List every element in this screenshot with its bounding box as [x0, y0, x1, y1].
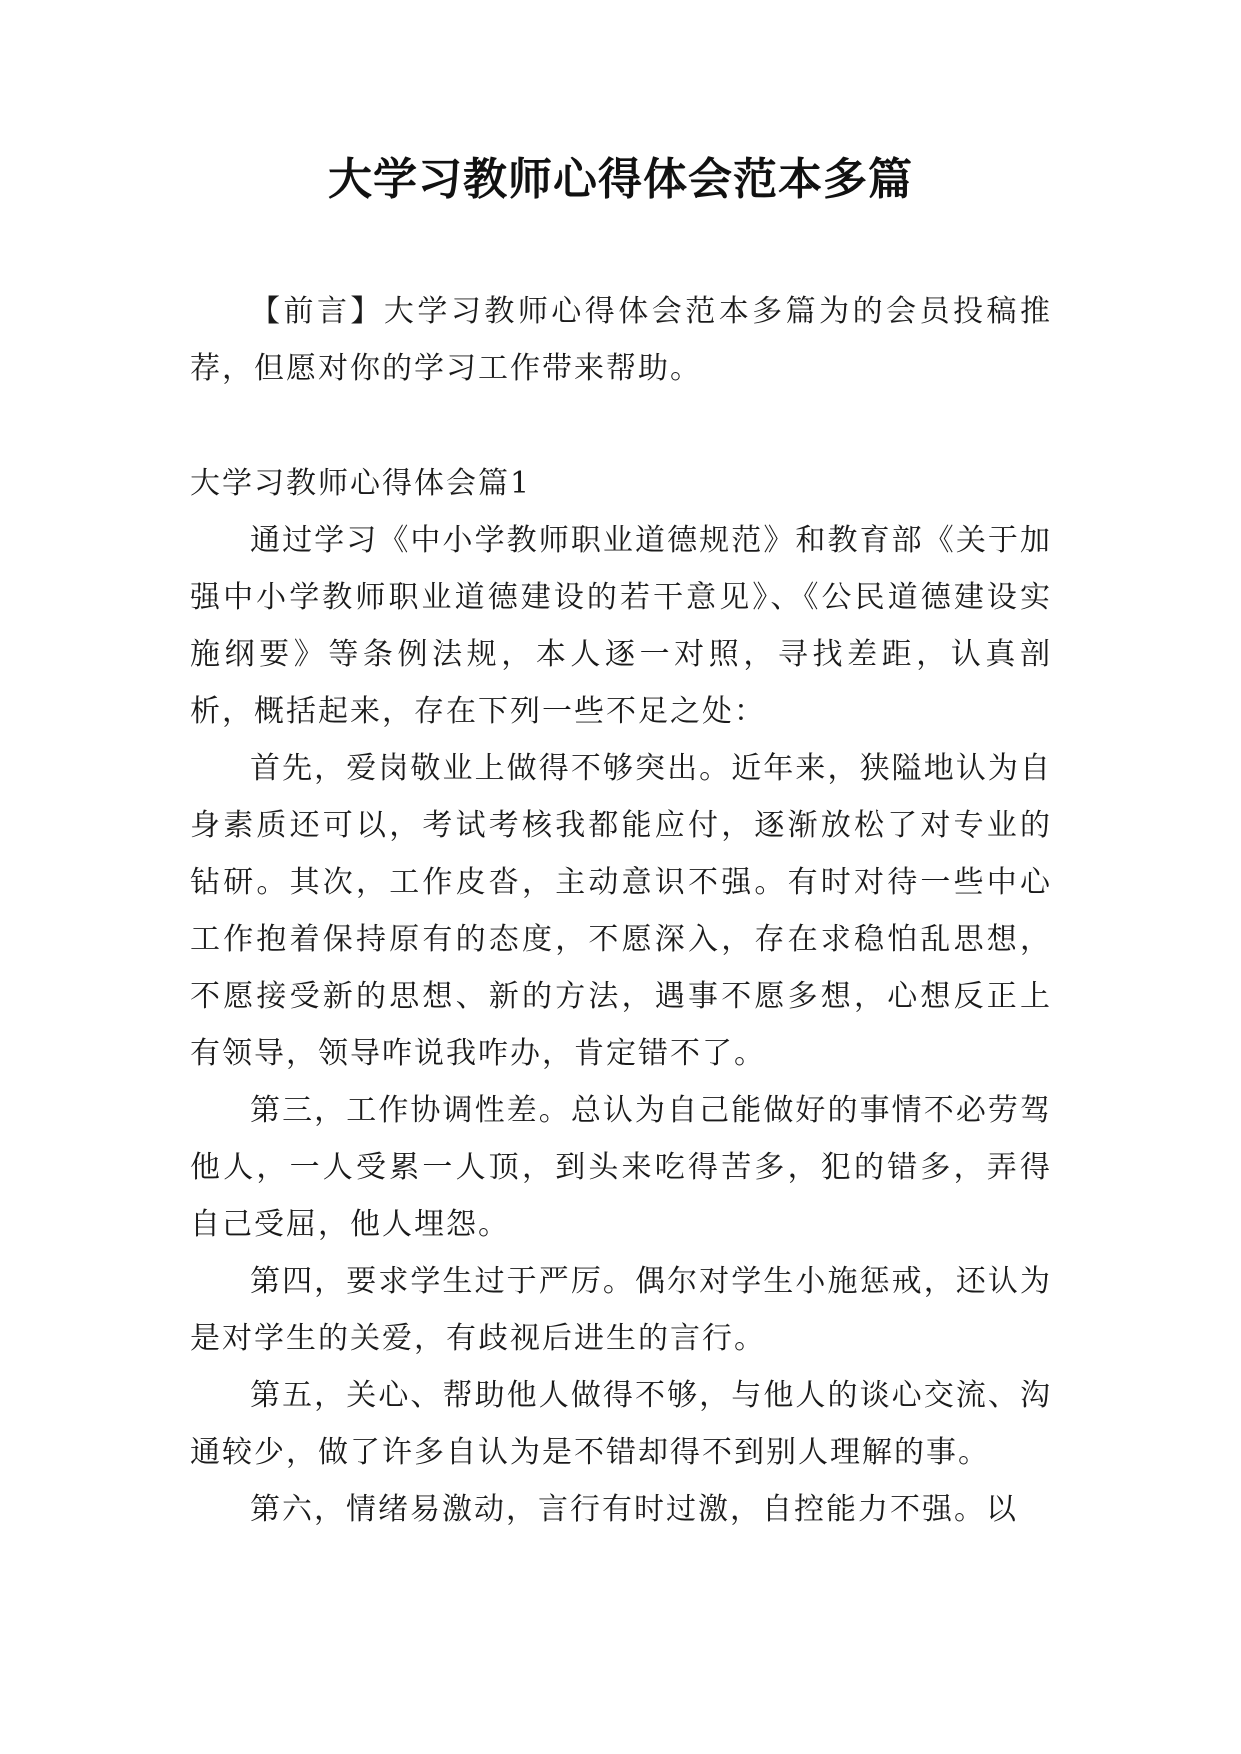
document-body	[190, 283, 1052, 1538]
preface-paragraph: 【前言】大学习教师心得体会范本多篇为的会员投稿推荐，但愿对你的学习工作带来帮助。	[190, 294, 1052, 386]
body-paragraph: 通过学习《中小学教师职业道德规范》和教育部《关于加强中小学教师职业道德建设的若干意见》、《公民道德建设实施纲要》等条例法规，本人逐一对照，寻找差距，认真剖析，概括起来，存在下列一些不足之处：	[190, 523, 1052, 729]
section-heading: 大学习教师心得体会篇1	[190, 466, 532, 501]
body-paragraph: 第三，工作协调性差。总认为自己能做好的事情不必劳驾他人，一人受累一人顶，到头来吃得苦多，犯的错多，弄得自己受屈，他人埋怨。	[190, 1093, 1052, 1242]
body-paragraph: 首先，爱岗敬业上做得不够突出。近年来，狭隘地认为自身素质还可以，考试考核我都能应付，逐渐放松了对专业的钻研。其次，工作皮沓，主动意识不强。有时对待一些中心工作抱着保持原有的态度，不愿深入，存在求稳怕乱思想，不愿接受新的思想、新的方法，遇事不愿多想，心想反正上有领导，领导咋说我咋办，肯定错不了。	[190, 751, 1052, 1071]
body-paragraph: 第六，情绪易激动，言行有时过激，自控能力不强。以	[250, 1492, 1018, 1527]
body-paragraph: 第五，关心、帮助他人做得不够，与他人的谈心交流、沟通较少，做了许多自认为是不错却得不到别人理解的事。	[190, 1378, 1052, 1470]
spacer	[190, 397, 1052, 455]
body-paragraph: 第四，要求学生过于严厉。偶尔对学生小施惩戒，还认为是对学生的关爱，有歧视后进生的言行。	[190, 1264, 1052, 1356]
document-title: 大学习教师心得体会范本多篇	[328, 154, 913, 205]
